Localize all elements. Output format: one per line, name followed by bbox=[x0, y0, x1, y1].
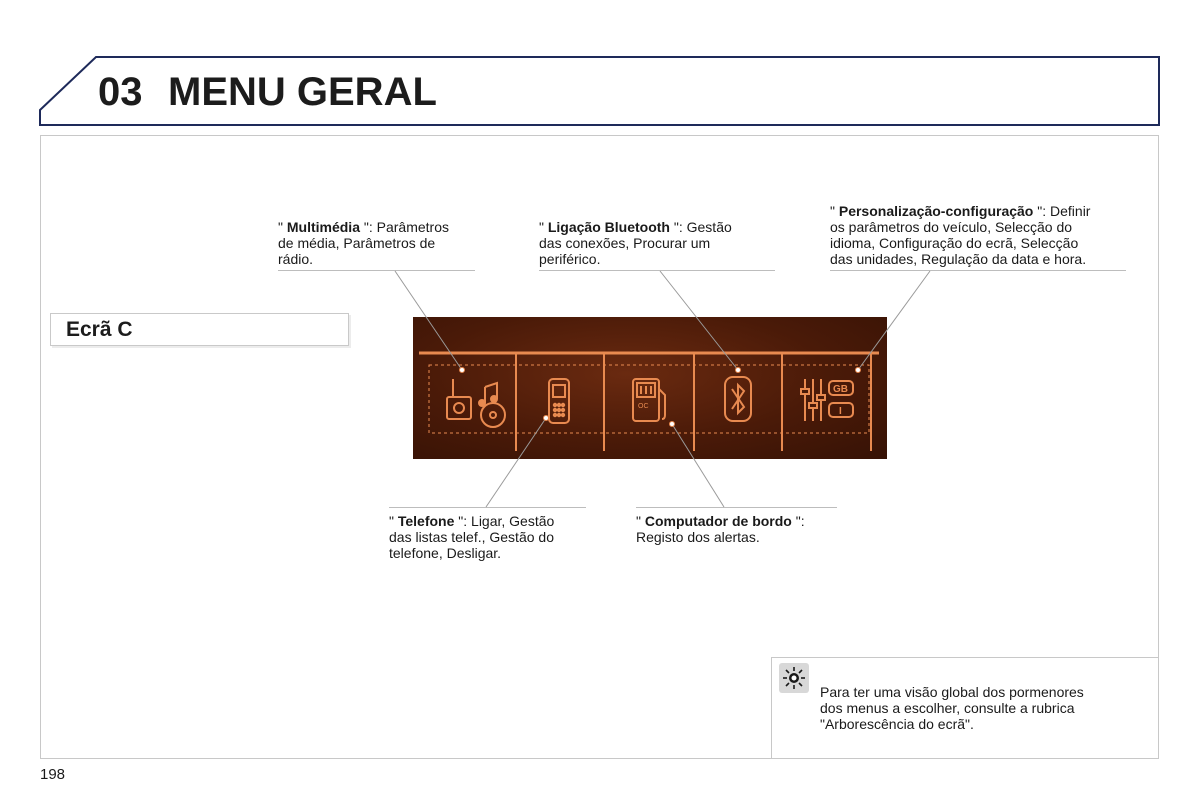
callout-telephone-rule bbox=[389, 507, 586, 508]
multimedia-icon bbox=[447, 379, 505, 427]
callout-bluetooth-term: Ligação Bluetooth bbox=[547, 219, 670, 235]
callout-personalization-line-1: : Definir bbox=[1042, 203, 1091, 219]
callout-bluetooth-line-2: das conexões, Procurar um bbox=[539, 235, 711, 251]
screen-c-display bbox=[413, 317, 887, 459]
page-number: 198 bbox=[40, 766, 66, 783]
callout-bluetooth-line-3: periférico. bbox=[539, 251, 601, 267]
callout-personalization-term: Personalização-configuração bbox=[838, 203, 1034, 219]
callout-trip-computer-term: Computador de bordo bbox=[644, 513, 792, 529]
note-line-1: Para ter uma visão global dos pormenores bbox=[820, 684, 1084, 700]
display-graphics bbox=[413, 317, 887, 459]
callout-bluetooth: " Ligação Bluetooth ": Gestão das conexões, Procurar um periférico. bbox=[539, 219, 732, 267]
chapter-title: MENU GERAL bbox=[168, 70, 437, 114]
info-bulb-icon bbox=[779, 663, 809, 693]
bluetooth-icon bbox=[725, 377, 751, 421]
telephone-icon bbox=[549, 379, 569, 423]
callout-multimedia: " Multimédia ": Parâmetros de média, Parâmetros de rádio. bbox=[278, 219, 449, 267]
screen-label: Ecrã C bbox=[50, 313, 349, 346]
callout-personalization-line-2: os parâmetros do veículo, Selecção do bbox=[830, 219, 1073, 235]
note-text bbox=[820, 684, 1150, 732]
callout-multimedia-rule bbox=[278, 270, 475, 271]
trip-computer-fuel-label: OC bbox=[638, 403, 649, 410]
callout-multimedia-line-3: rádio. bbox=[278, 251, 314, 267]
callout-multimedia-term: Multimédia bbox=[286, 219, 360, 235]
callout-trip-computer-line-1: : bbox=[800, 513, 805, 529]
callout-multimedia-line-1: : Parâmetros bbox=[368, 219, 449, 235]
settings-icon bbox=[801, 379, 853, 421]
callout-personalization-line-3: idioma, Configuração do ecrã, Selecção bbox=[830, 235, 1079, 251]
callout-trip-computer: " Computador de bordo ": Registo dos alertas. bbox=[636, 513, 805, 545]
callout-multimedia-line-2: de média, Parâmetros de bbox=[278, 235, 436, 251]
note-line-3: "Arborescência do ecrã". bbox=[820, 716, 974, 732]
callout-trip-computer-rule bbox=[636, 507, 837, 508]
chapter-number: 03 bbox=[98, 70, 143, 114]
callout-personalization: " Personalização-configuração ": Definir os parâmetros do veículo, Selecção do idioma, Configuração do ecrã, Selecção das unidades, Regulação da data e hora. bbox=[830, 203, 1091, 267]
callout-telephone-line-1: : Ligar, Gestão bbox=[463, 513, 555, 529]
callout-telephone: " Telefone ": Ligar, Gestão das listas telef., Gestão do telefone, Desligar. bbox=[389, 513, 555, 561]
settings-language-label: GB bbox=[833, 384, 848, 395]
callout-bluetooth-rule bbox=[539, 270, 775, 271]
note-line-2: dos menus a escolher, consulte a rubrica bbox=[820, 700, 1075, 716]
callout-personalization-rule bbox=[830, 270, 1126, 271]
settings-units-label: I bbox=[839, 406, 842, 417]
callout-telephone-line-3: telefone, Desligar. bbox=[389, 545, 502, 561]
trip-computer-icon bbox=[633, 379, 665, 421]
callout-trip-computer-line-2: Registo dos alertas. bbox=[636, 529, 760, 545]
callout-personalization-line-4: das unidades, Regulação da data e hora. bbox=[830, 251, 1087, 267]
callout-telephone-line-2: das listas telef., Gestão do bbox=[389, 529, 554, 545]
callout-telephone-term: Telefone bbox=[397, 513, 455, 529]
callout-bluetooth-line-1: : Gestão bbox=[678, 219, 732, 235]
